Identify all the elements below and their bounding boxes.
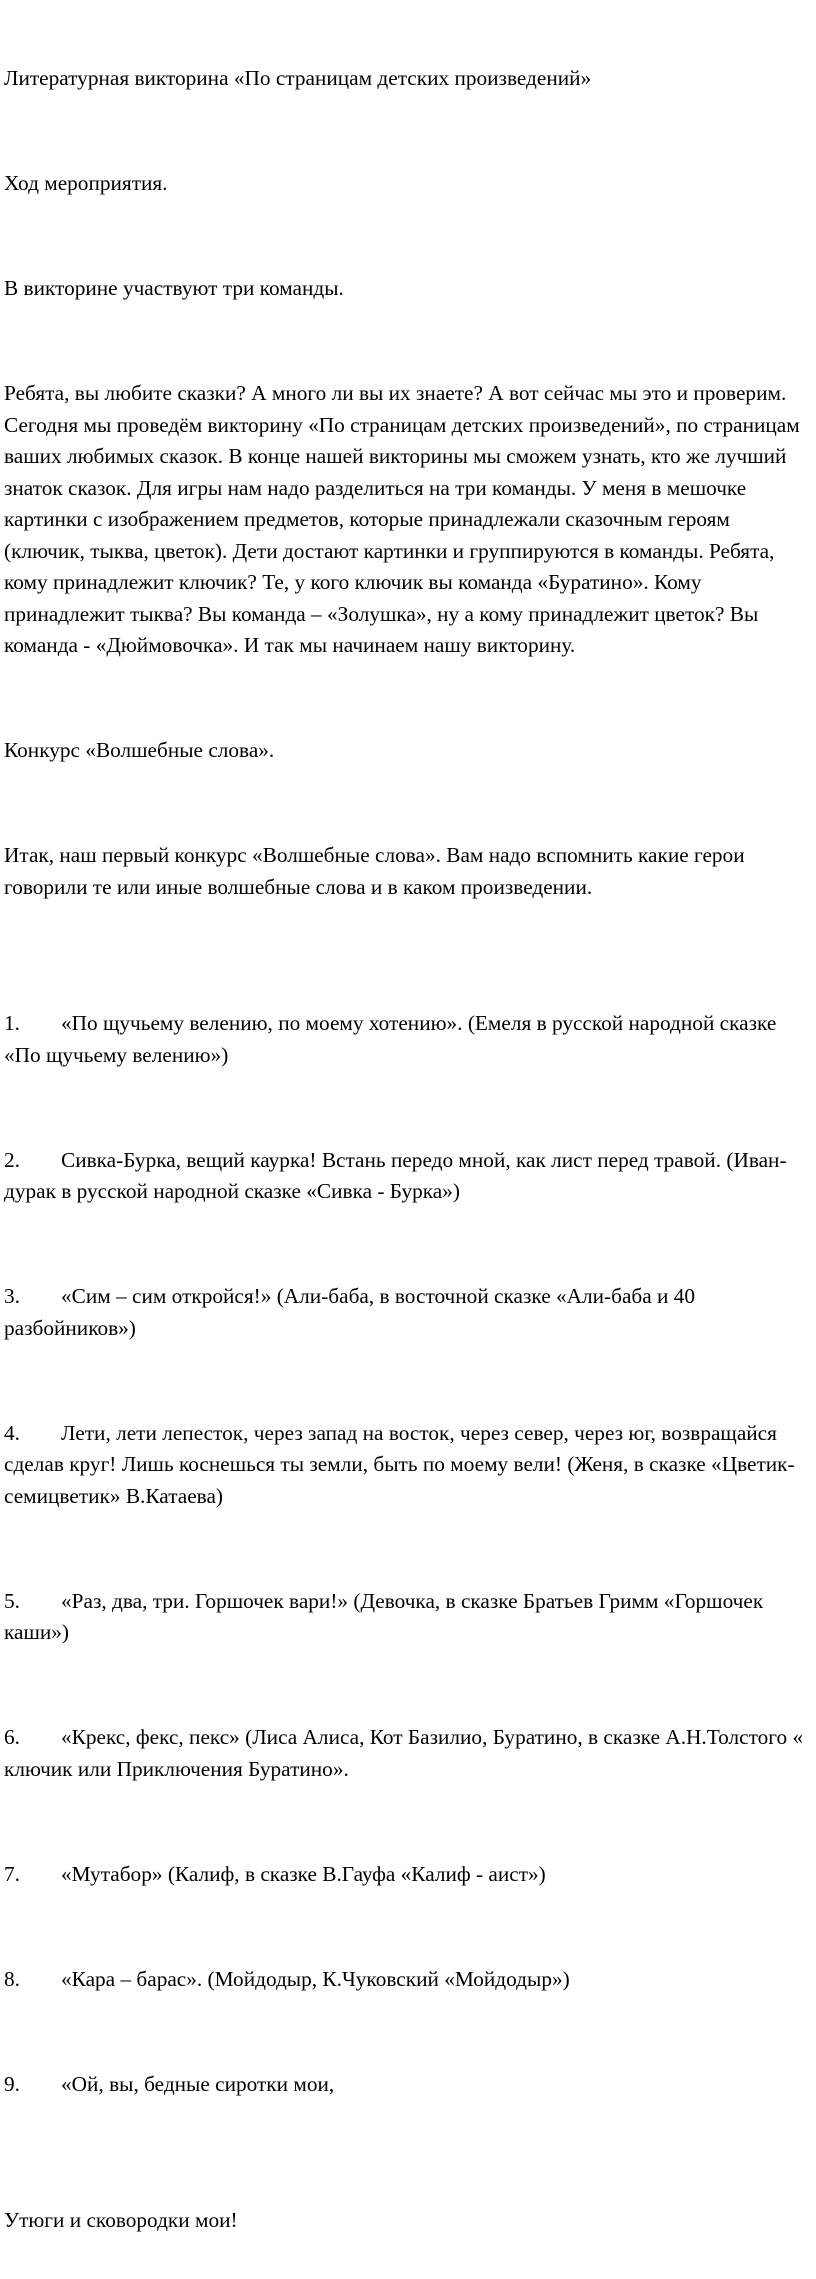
document-body xyxy=(4,0,816,2279)
list-item-number: 6. xyxy=(4,1725,20,1749)
intro-teams-paragraph: В викторине участвуют три команды. xyxy=(4,276,344,300)
list-item-number: 7. xyxy=(4,1861,20,1886)
list-item-number: 3. xyxy=(4,1284,20,1308)
list-item xyxy=(4,1145,816,1208)
list-item-text: Сивка-Бурка, вещий каурка! Встань передо мной, как лист перед травой. (Иван-дурак в русской народной сказке «Сивка - Бурка») xyxy=(4,1147,787,1203)
intro-paragraph: Ребята, вы любите сказки? А много ли вы их знаете? А вот сейчас мы это и проверим. Сегодня мы проведём викторину «По страницам детских произведений», по страницам ваших любимых сказок. В конце нашей викторины мы сможем узнать, кто же лучший знаток сказок. Для игры нам надо разделиться на три команды. У меня в мешочке картинки с изображением предметов, которые принадлежали сказочным героям (ключик, тыква, цветок). Дети достают картинки и группируются в команды. Ребята, кому принадлежит ключик? Те, у кого ключик вы команда «Буратино». Кому принадлежит тыква? Вы команда – «Золушка», ну а кому принадлежит цветок? Вы команда - «Дюймовочка». И так мы начинаем нашу викторину. xyxy=(4,381,806,657)
list-item-text: «Кара – барас». (Мойдодыр, К.Чуковский «Мойдодыр») xyxy=(61,1966,570,1991)
section-heading-course: Ход мероприятия. xyxy=(4,171,168,195)
list-item xyxy=(4,1964,816,1996)
contest-intro-paragraph: Итак, наш первый конкурс «Волшебные слова». Вам надо вспомнить какие герои говорили те или иные волшебные слова и в каком произведении. xyxy=(4,843,750,899)
contest-heading: Конкурс «Волшебные слова». xyxy=(4,738,275,762)
list-item xyxy=(4,1722,816,1785)
list-item xyxy=(4,2069,816,2101)
list-item-number: 5. xyxy=(4,1588,20,1613)
list-item-text: «Мутабор» (Калиф, в сказке В.Гауфа «Калиф - аист») xyxy=(61,1861,546,1886)
list-item xyxy=(4,1281,816,1344)
list-item-number: 4. xyxy=(4,1420,20,1445)
list-item-text: «По щучьему велению, по моему хотению». (Емеля в русской народной сказке «По щучьему велению») xyxy=(4,1011,782,1067)
list-item-text: «Сим – сим откройся!» (Али-баба, в восточной сказке «Али-баба и 40 разбойников») xyxy=(4,1284,701,1340)
list-item-number: 1. xyxy=(4,1011,20,1035)
list-item-text: Лети, лети лепесток, через запад на восток, через север, через юг, возвращайся сделав круг! Лишь коснешься ты земли, быть по моему вели! (Женя, в сказке «Цветик- семицветик» В.Катаева) xyxy=(4,1420,800,1508)
list-item xyxy=(4,1418,816,1513)
closing-line: Утюги и сковородки мои! xyxy=(4,2208,238,2232)
list-item-text: «Ой, вы, бедные сиротки мои, xyxy=(61,2071,335,2096)
list-item xyxy=(4,1586,816,1649)
list-item-number: 2. xyxy=(4,1147,20,1172)
list-item xyxy=(4,1859,816,1891)
list-item-text: «Крекс, фекс, пекс» (Лиса Алиса, Кот Базилио, Буратино, в сказке А.Н.Толстого « ключик или Приключения Буратино». xyxy=(4,1725,809,1781)
list-item xyxy=(4,1008,816,1071)
document-title: Литературная викторина «По страницам детских произведений» xyxy=(4,66,592,90)
list-item-number: 8. xyxy=(4,1966,20,1991)
list-item-text: «Раз, два, три. Горшочек вари!» (Девочка, в сказке Братьев Гримм «Горшочек каши») xyxy=(4,1588,769,1644)
list-item-number: 9. xyxy=(4,2071,20,2096)
